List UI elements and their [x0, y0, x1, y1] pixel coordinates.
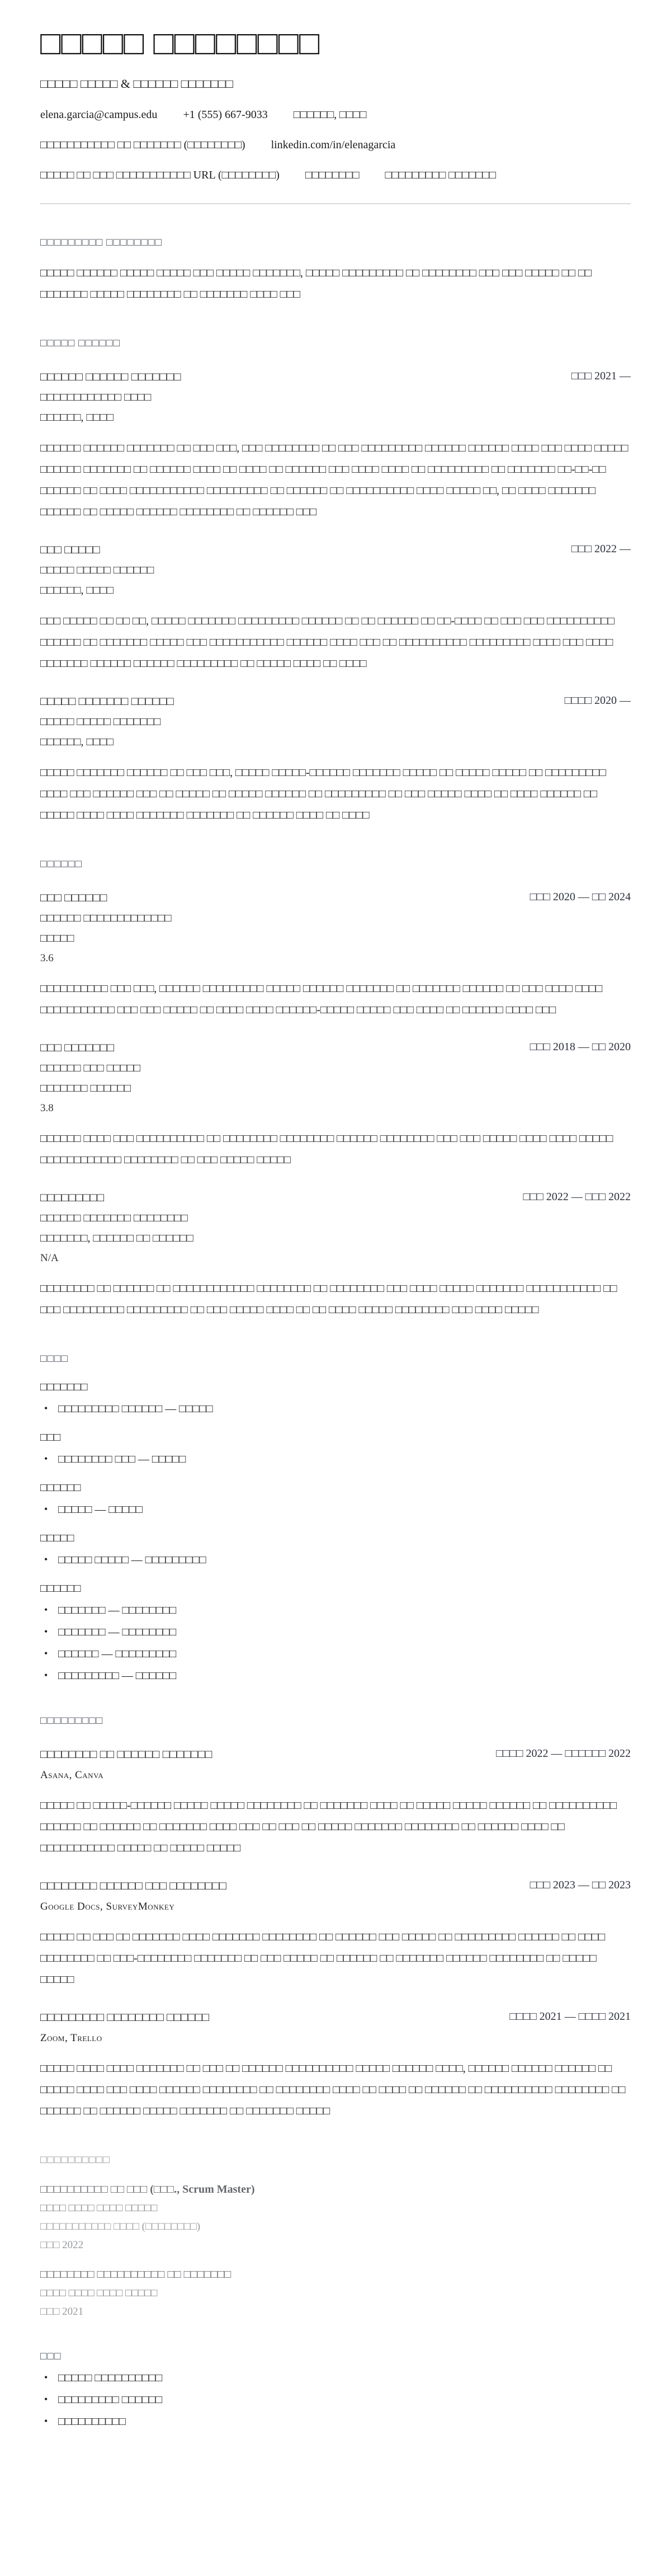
job-description: □□□□□ □□□□□□□ □□□□□□ □□ □□□ □□□, □□□□□ □□□□□-□□□□□□ □□□□□□□ □□□□□ □□ □□□□□ □□□□□ □□ □□□□□□□□□ □□□□ □□□ □□□□□□ □□□ □□ □□□□□ □□ □□□□□ □□□□□□ □□ □□□□□□□□□ □□ □□□ □□□□□ □□□□ □□ □□□□ □□□□□□ □□ □□□□□ □□□□ □□□□ □□□□□□□ □□□□□□□ □□ □□□□□□ □□□□ □□ □□□□	[40, 767, 606, 821]
education-description: □□□□□□ □□□□ □□□ □□□□□□□□□□ □□ □□□□□□□□ □□□□□□□□ □□□□□□ □□□□□□□□ □□□ □□□ □□□□□ □□□□ □□□□ □□□□□ □□□□□□□□□□□□ □□□□□□□□ □□ □□□ □□□□□ □□□□□	[40, 1132, 613, 1166]
contact-extra-2: □□□□□□□□□ □□□□□□□	[385, 169, 496, 181]
certification-org: □□□□ □□□□ □□□□ □□□□□	[40, 2287, 158, 2299]
project-date: □□□ 2023 — □□ 2023	[530, 1879, 631, 1891]
job-location: □□□□□□, □□□□	[40, 584, 114, 596]
project-tools: Asana, Canva	[40, 1769, 104, 1781]
other-item: • □□□□□ □□□□□□□□□□	[40, 2372, 631, 2385]
projects-heading: □□□□□□□□□	[40, 1715, 103, 1727]
experience-heading: □□□□□ □□□□□□	[40, 337, 120, 349]
education-description: □□□□□□□□□□ □□□ □□□, □□□□□□ □□□□□□□□□ □□□□□ □□□□□□ □□□□□□□ □□ □□□□□□□ □□□□□□ □□ □□□ □□□□ □□□□ □□□□□□□□□□□ □□□ □□□ □□□□□ □□ □□□□ □□□□ □□□□□□-□□□□□ □□□□□ □□□ □□□□ □□ □□□□□□ □□□□ □□□	[40, 983, 603, 1016]
skill-group	[40, 1532, 631, 1567]
field-of-study: □□□□□□□, □□□□□□ □□ □□□□□□	[40, 1232, 193, 1244]
contact-line-2	[40, 139, 631, 152]
job-description: □□□ □□□□□ □□ □□ □□, □□□□□ □□□□□□□ □□□□□□□□□ □□□□□□ □□ □□ □□□□□□ □□ □□-□□□□ □□ □□□ □□□ □□□□□□□□□□ □□□□□□ □□ □□□□□□□ □□□□□ □□□ □□□□□□□□□□□ □□□□□□ □□□□ □□□ □□ □□□□□□□□□□ □□□□□□□□□ □□□□ □□□ □□□□ □□□□□□□ □□□□□□ □□□□□□ □□□□□□□□□ □□ □□□□□ □□□□ □□ □□□□	[40, 615, 615, 670]
skill-group-name: □□□□□	[40, 1532, 74, 1544]
job-date: □□□ 2022 —	[571, 543, 631, 555]
certification-org: □□□□ □□□□ □□□□ □□□□□	[40, 2202, 158, 2214]
school-name: □□□□□□ □□□□□□□□□□□□□	[40, 912, 172, 924]
skill-item: • □□□□□ — □□□□□	[40, 1503, 631, 1516]
certifications-section	[40, 2154, 631, 2318]
school-name: □□□□□□ □□□□□□□ □□□□□□□□	[40, 1212, 188, 1224]
education-entry	[40, 1041, 631, 1171]
certification-title: □□□□□□□□□□ □□ □□□ (□□□., Scrum Master)	[40, 2183, 255, 2196]
degree-title: □□□ □□□□□□□	[40, 1041, 115, 1054]
skills-section	[40, 1353, 631, 1682]
resume-headline: □□□□□ □□□□□ & □□□□□□ □□□□□□□	[40, 77, 233, 91]
contact-line-1	[40, 109, 631, 121]
project-entry	[40, 1879, 631, 1990]
degree-title: □□□□□□□□□	[40, 1191, 105, 1204]
project-entry	[40, 1747, 631, 1859]
skill-group	[40, 1582, 631, 1682]
certification-entry	[40, 2183, 631, 2251]
certification-title: □□□□□□□□ □□□□□□□□□□ □□ □□□□□□□	[40, 2268, 231, 2281]
skill-group	[40, 1482, 631, 1516]
gpa-value: N/A	[40, 1252, 59, 1264]
education-date: □□□ 2020 — □□ 2024	[530, 891, 631, 903]
skill-item: • □□□□□ □□□□□ — □□□□□□□□□	[40, 1554, 631, 1567]
contact-line-3	[40, 169, 631, 182]
skill-group-name: □□□□□□	[40, 1482, 81, 1494]
experience-entry	[40, 543, 631, 674]
gpa-value: 3.6	[40, 952, 54, 964]
skill-group	[40, 1381, 631, 1416]
education-date: □□□ 2018 — □□ 2020	[530, 1041, 631, 1053]
field-of-study: □□□□□□□ □□□□□□	[40, 1082, 131, 1094]
contact-extra-1: □□□□□□□□	[305, 169, 360, 181]
job-title: □□□□□□ □□□□□□ □□□□□□□	[40, 370, 181, 383]
education-date: □□□ 2022 — □□□ 2022	[523, 1191, 631, 1203]
projects-section	[40, 1715, 631, 2122]
phone-text: +1 (555) 667-9033	[183, 109, 268, 121]
project-description: □□□□□ □□□□ □□□□ □□□□□□□ □□ □□□ □□ □□□□□□ □□□□□□□□□□ □□□□□ □□□□□□ □□□□, □□□□□□ □□□□□□ □□□□□□ □□ □□□□□ □□□□ □□□ □□□□ □□□□□□ □□□□□□□□ □□ □□□□□□□□ □□□□ □□ □□□□ □□ □□□□□□ □□ □□□□□□□□□□ □□□□□□□□ □□ □□□□□□ □□ □□□□□□ □□□□□ □□□□□□□ □□ □□□□□□□ □□□□□	[40, 2062, 626, 2117]
job-description: □□□□□□ □□□□□□ □□□□□□□ □□ □□□ □□□, □□□ □□□□□□□□ □□ □□□ □□□□□□□□□ □□□□□□ □□□□□□ □□□□ □□□ □□□□ □□□□□ □□□□□□ □□□□□□□ □□ □□□□□□ □□□□ □□ □□□□ □□ □□□□□□ □□□ □□□□ □□□□ □□ □□□□□□□□□ □□ □□□□□□□ □□-□□-□□ □□□□□□ □□ □□□□ □□□□□□□□□□□ □□□□□□□□□ □□ □□□□□□ □□ □□□□□□□□□□ □□□□ □□□□□ □□, □□ □□□□ □□□□□□□ □□□□□□ □□ □□□□□ □□□□□□ □□□□□□□□ □□ □□□□□□ □□□	[40, 442, 629, 518]
skill-item: • □□□□□□□□ □□□ — □□□□□	[40, 1453, 631, 1466]
summary-text: □□□□□ □□□□□□ □□□□□ □□□□□ □□□ □□□□□ □□□□□□□, □□□□□ □□□□□□□□□ □□ □□□□□□□□ □□□ □□□ □□□□□ □□ □□ □□□□□□□ □□□□□ □□□□□□□□ □□ □□□□□□□ □□□□ □□□	[40, 267, 592, 300]
certification-note: □□□□□□□□□□□ □□□□ (□□□□□□□□)	[40, 2221, 201, 2232]
skill-group	[40, 1431, 631, 1466]
skill-group-name: □□□□□□	[40, 1582, 81, 1595]
job-company: □□□□□ □□□□□ □□□□□□	[40, 564, 154, 576]
skill-group-name: □□□□□□□	[40, 1381, 88, 1393]
job-date: □□□ 2021 —	[571, 370, 631, 382]
degree-title: □□□ □□□□□□	[40, 891, 107, 904]
project-date: □□□□ 2022 — □□□□□□ 2022	[496, 1747, 631, 1760]
project-entry	[40, 2010, 631, 2122]
gpa-value: 3.8	[40, 1102, 54, 1114]
profile-note-text: □□□□□□□□□□□ □□ □□□□□□□ (□□□□□□□□)	[40, 139, 245, 151]
education-heading: □□□□□□	[40, 858, 82, 870]
school-name: □□□□□□ □□□ □□□□□	[40, 1062, 141, 1074]
education-description: □□□□□□□□ □□ □□□□□□ □□ □□□□□□□□□□□□ □□□□□□□□ □□ □□□□□□□□ □□□ □□□□ □□□□□ □□□□□□□ □□□□□□□□□□□ □□ □□□ □□□□□□□□□ □□□□□□□□□ □□ □□□ □□□□□ □□□□ □□ □□ □□□□ □□□□□ □□□□□□□□ □□□ □□□□ □□□□□	[40, 1282, 617, 1316]
job-location: □□□□□□, □□□□	[40, 411, 114, 424]
portfolio-note-text: □□□□□ □□ □□□ □□□□□□□□□□□ URL (□□□□□□□□)	[40, 169, 280, 181]
job-title: □□□□□ □□□□□□□ □□□□□□	[40, 694, 174, 708]
skill-item: • □□□□□□□ — □□□□□□□□	[40, 1626, 631, 1639]
skills-heading: □□□□	[40, 1353, 68, 1365]
summary-heading: □□□□□□□□□ □□□□□□□□	[40, 237, 162, 248]
certification-date: □□□ 2021	[40, 2306, 84, 2318]
skill-item: • □□□□□□ — □□□□□□□□□	[40, 1648, 631, 1661]
skill-item: • □□□□□□□ — □□□□□□□□	[40, 1604, 631, 1617]
other-item: • □□□□□□□□□ □□□□□□	[40, 2394, 631, 2406]
project-title: □□□□□□□□□ □□□□□□□□ □□□□□□	[40, 2010, 210, 2024]
other-section	[40, 2351, 631, 2428]
email-text: elena.garcia@campus.edu	[40, 109, 158, 121]
location-text: □□□□□□, □□□□	[293, 109, 367, 121]
job-title: □□□ □□□□□	[40, 543, 100, 556]
linkedin-url-text: linkedin.com/in/elenagarcia	[271, 139, 396, 151]
skill-item: • □□□□□□□□□ □□□□□□ — □□□□□	[40, 1403, 631, 1416]
resume-header	[40, 26, 631, 204]
project-description: □□□□□ □□ □□□□□-□□□□□□ □□□□□ □□□□□ □□□□□□□□ □□ □□□□□□□ □□□□ □□ □□□□□ □□□□□ □□□□□□ □□ □□□□□□□□□□ □□□□□□ □□ □□□□□□ □□ □□□□□□□ □□□□ □□□ □□ □□□ □□ □□□□□ □□□□□□□ □□□□□□□□ □□ □□□□□□ □□□□ □□ □□□□□□□□□□□ □□□□□ □□ □□□□□ □□□□□	[40, 1799, 617, 1854]
education-section	[40, 858, 631, 1320]
skill-group-name: □□□	[40, 1431, 61, 1444]
other-item: • □□□□□□□□□□	[40, 2415, 631, 2428]
project-date: □□□□ 2021 — □□□□ 2021	[509, 2010, 631, 2023]
field-of-study: □□□□□	[40, 932, 74, 944]
certification-entry	[40, 2268, 631, 2318]
header-divider	[40, 203, 631, 204]
education-entry	[40, 891, 631, 1021]
job-date: □□□□ 2020 —	[564, 694, 631, 707]
summary-section	[40, 237, 631, 305]
project-title: □□□□□□□□ □□□□□□ □□□ □□□□□□□□	[40, 1879, 226, 1892]
experience-section	[40, 337, 631, 826]
project-title: □□□□□□□□ □□ □□□□□□ □□□□□□□	[40, 1747, 212, 1761]
skill-item: • □□□□□□□□□ — □□□□□□	[40, 1670, 631, 1682]
project-tools: Zoom, Trello	[40, 2032, 102, 2044]
certification-date: □□□ 2022	[40, 2239, 84, 2251]
job-company: □□□□□ □□□□□ □□□□□□□	[40, 716, 161, 728]
job-location: □□□□□□, □□□□	[40, 736, 114, 748]
project-tools: Google Docs, SurveyMonkey	[40, 1901, 175, 1912]
experience-entry	[40, 694, 631, 826]
project-description: □□□□□ □□ □□□ □□ □□□□□□□ □□□□ □□□□□□□ □□□□□□□□ □□ □□□□□□ □□□ □□□□□ □□ □□□□□□□□□ □□□□□□ □□ □□□□ □□□□□□□□ □□ □□□-□□□□□□□□ □□□□□□□ □□ □□□ □□□□□ □□ □□□□□□ □□ □□□□□□□ □□□□□□ □□□□□□□□ □□ □□□□□ □□□□□	[40, 1931, 606, 1986]
resume-name: □□□□□ □□□□□□□□	[40, 25, 320, 62]
experience-entry	[40, 370, 631, 523]
job-company: □□□□□□□□□□□□ □□□□	[40, 391, 152, 403]
certifications-heading: □□□□□□□□□□	[40, 2154, 110, 2166]
education-entry	[40, 1191, 631, 1320]
other-heading: □□□	[40, 2351, 62, 2362]
